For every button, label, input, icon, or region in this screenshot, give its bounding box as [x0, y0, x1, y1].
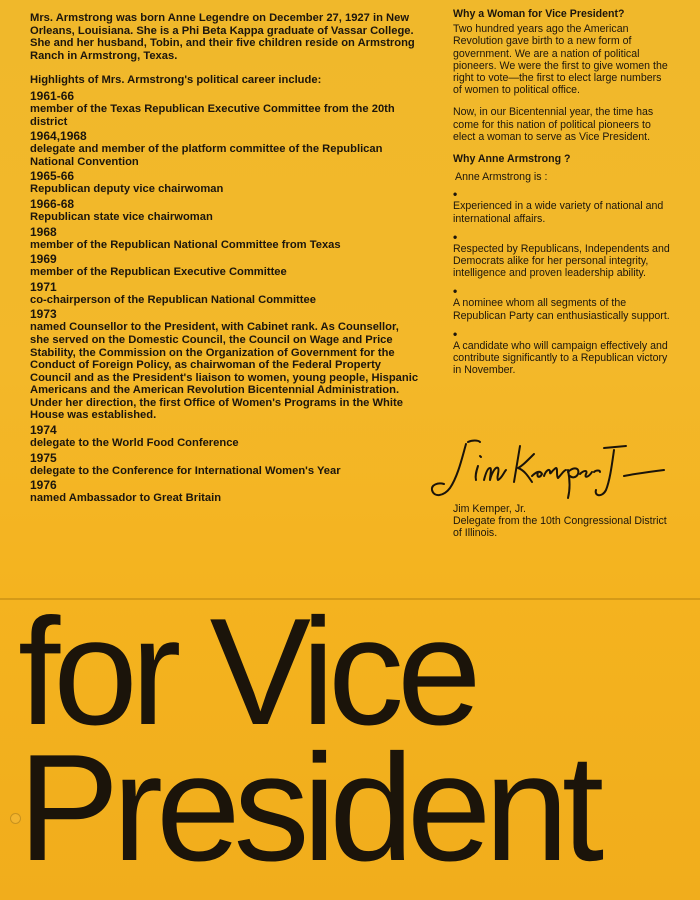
signer-title: Delegate from the 10th Congressional District of Illinois. [453, 515, 667, 540]
career-entry [30, 90, 420, 128]
why-anne-lead: Anne Armstrong is : [455, 171, 548, 184]
career-text: member of the Republican National Committee from Texas [30, 238, 341, 251]
career-year: 1969 [30, 252, 57, 267]
career-year: 1965-66 [30, 169, 75, 184]
bullet-icon: • [453, 229, 458, 244]
headline [18, 587, 698, 893]
career-year: 1974 [30, 423, 57, 438]
why-anne-heading: Why Anne Armstrong ? [453, 153, 571, 166]
career-entry [30, 253, 420, 279]
biography-intro: Mrs. Armstrong was born Anne Legendre on December 27, 1927 in New Orleans, Louisiana. She is a Phi Beta Kappa graduate of Vassar College. She and her husband, Tobin, and their five children reside on Armstrong Ranch in Armstrong, Texas. [30, 12, 415, 62]
why-woman-paragraph-2: Now, in our Bicentennial year, the time has come for this nation of political pioneers to elect a woman to serve as Vice President. [453, 106, 654, 143]
bullet-icon: • [453, 326, 458, 341]
why-woman-paragraph-1: Two hundred years ago the American Revolution gave birth to a new form of government. We are a nation of political pioneers. We were the first to give women the right to vote—the first to elect large numbers of women to political office. [453, 23, 668, 97]
career-text: Republican deputy vice chairwoman [30, 183, 224, 196]
career-text: co-chairperson of the Republican National Committee [30, 293, 316, 306]
headline-line-2: President [18, 723, 598, 893]
signer-block [453, 503, 673, 540]
career-year: 1964,1968 [30, 129, 87, 144]
signer-name: Jim Kemper, Jr. [453, 503, 526, 515]
career-year: 1971 [30, 279, 57, 294]
career-text: delegate to the Conference for International Women's Year [30, 464, 341, 477]
career-year: 1976 [30, 478, 57, 493]
career-entry [30, 424, 420, 450]
qualification-text: A nominee whom all segments of the Republican Party can enthusiastically support. [453, 297, 670, 322]
career-text: delegate and member of the platform committee of the Republican National Convention [30, 143, 383, 168]
career-year: 1961-66 [30, 88, 75, 103]
endorsement-column [453, 8, 673, 382]
highlights-heading: Highlights of Mrs. Armstrong's political career include: [30, 74, 322, 87]
why-woman-heading: Why a Woman for Vice President? [453, 8, 625, 20]
career-text: delegate to the World Food Conference [30, 437, 239, 450]
career-entry [30, 479, 420, 505]
career-text: member of the Texas Republican Executive Committee from the 20th district [30, 102, 395, 128]
career-entry [30, 130, 420, 168]
career-entry [30, 281, 420, 307]
career-text: member of the Republican Executive Committee [30, 266, 287, 279]
career-text: named Ambassador to Great Britain [30, 492, 222, 505]
career-entry [30, 198, 420, 224]
career-year: 1966-68 [30, 196, 75, 211]
qualification-text: Experienced in a wide variety of national and international affairs. [453, 200, 664, 225]
career-year: 1975 [30, 450, 57, 465]
qualification-item [453, 231, 673, 280]
career-text: named Counsellor to the President, with Cabinet rank. As Counsellor, she served on the Domestic Council, the Council on Wage and Price Stability, the Commission on the Organization of Government for the Conduct of Foreign Policy, as chairwoman of the Federal Property Council and as the President's liaison to women, young people, Hispanic Americans and the American Revolution Bicentennial Administration. Under her direction, the first Office of Women's Programs in the White House was established. [30, 321, 419, 422]
bullet-icon: • [453, 284, 458, 299]
biography-column [30, 12, 420, 507]
handwritten-signature [428, 436, 678, 508]
qualification-text: A candidate who will campaign effectively and contribute significantly to a Republican victory in November. [453, 339, 668, 377]
career-entry [30, 170, 420, 196]
career-text: Republican state vice chairwoman [30, 210, 213, 223]
qualification-item [453, 188, 673, 224]
career-entry [30, 308, 420, 422]
headline-line-1: for Vice [18, 587, 475, 757]
bullet-icon: • [453, 187, 458, 202]
qualification-text: Respected by Republicans, Independents and Democrats alike for her personal integrity, intelligence and proven leadership ability. [453, 242, 670, 280]
career-year: 1973 [30, 307, 57, 322]
career-entry [30, 452, 420, 478]
career-year: 1968 [30, 224, 57, 239]
career-entry [30, 226, 420, 252]
qualification-item [453, 285, 673, 321]
qualification-item [453, 328, 673, 377]
